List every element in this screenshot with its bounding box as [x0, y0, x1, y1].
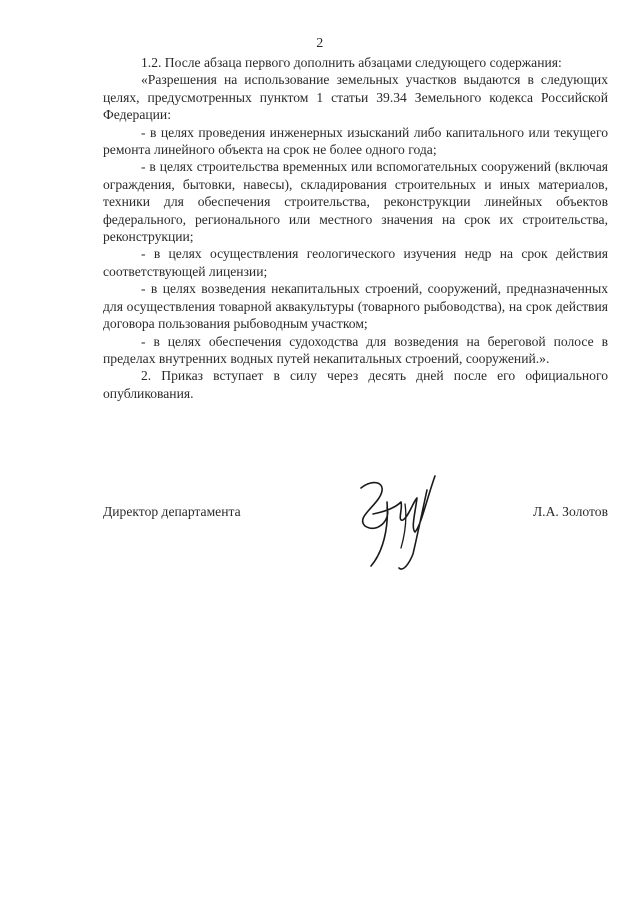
paragraph-effective-date: 2. Приказ вступает в силу через десять дней после его официального опубликования. — [103, 368, 608, 401]
page-number: 2 — [316, 36, 324, 51]
paragraph-navigation: - в целях обеспечения судоходства для возведения на береговой полосе в пределах внутренних водных путей некапитальных строений, сооружений.». — [103, 333, 608, 366]
signatory-name: Л.А. Золотов — [532, 504, 608, 519]
signatory-title: Директор департамента — [103, 504, 241, 519]
paragraph-engineering-surveys: - в целях проведения инженерных изысканий либо капитального или текущего ремонта линейного объекта на срок не более одного года; — [103, 124, 608, 158]
paragraph-1-2: 1.2. После абзаца первого дополнить абзацами следующего содержания: — [141, 55, 562, 70]
paragraph-geological-study: - в целях осуществления геологического изучения недр на срок действия соответствующей лицензии; — [103, 246, 608, 279]
paragraph-temporary-structures: - в целях строительства временных или вспомогательных сооружений (включая ограждения, бытовки, навесы), складирования строительных и иных материалов, техники для обеспечения строительства, реконструкции линейных объектов федерального, регионального или местного значения на срок их строительства, реконструкции; — [103, 159, 608, 245]
signature-block — [103, 498, 608, 578]
handwritten-signature — [343, 468, 453, 578]
paragraph-permits-intro: «Разрешения на использование земельных участков выдаются в следующих целях, предусмотренных пунктом 1 статьи 39.34 Земельного кодекса Российской Федерации: — [103, 72, 608, 123]
paragraph-aquaculture: - в целях возведения некапитальных строений, сооружений, предназначенных для осуществления товарной аквакультуры (товарного рыбоводства), на срок действия договора пользования рыбоводным участком; — [103, 281, 608, 332]
document-body — [103, 54, 608, 402]
